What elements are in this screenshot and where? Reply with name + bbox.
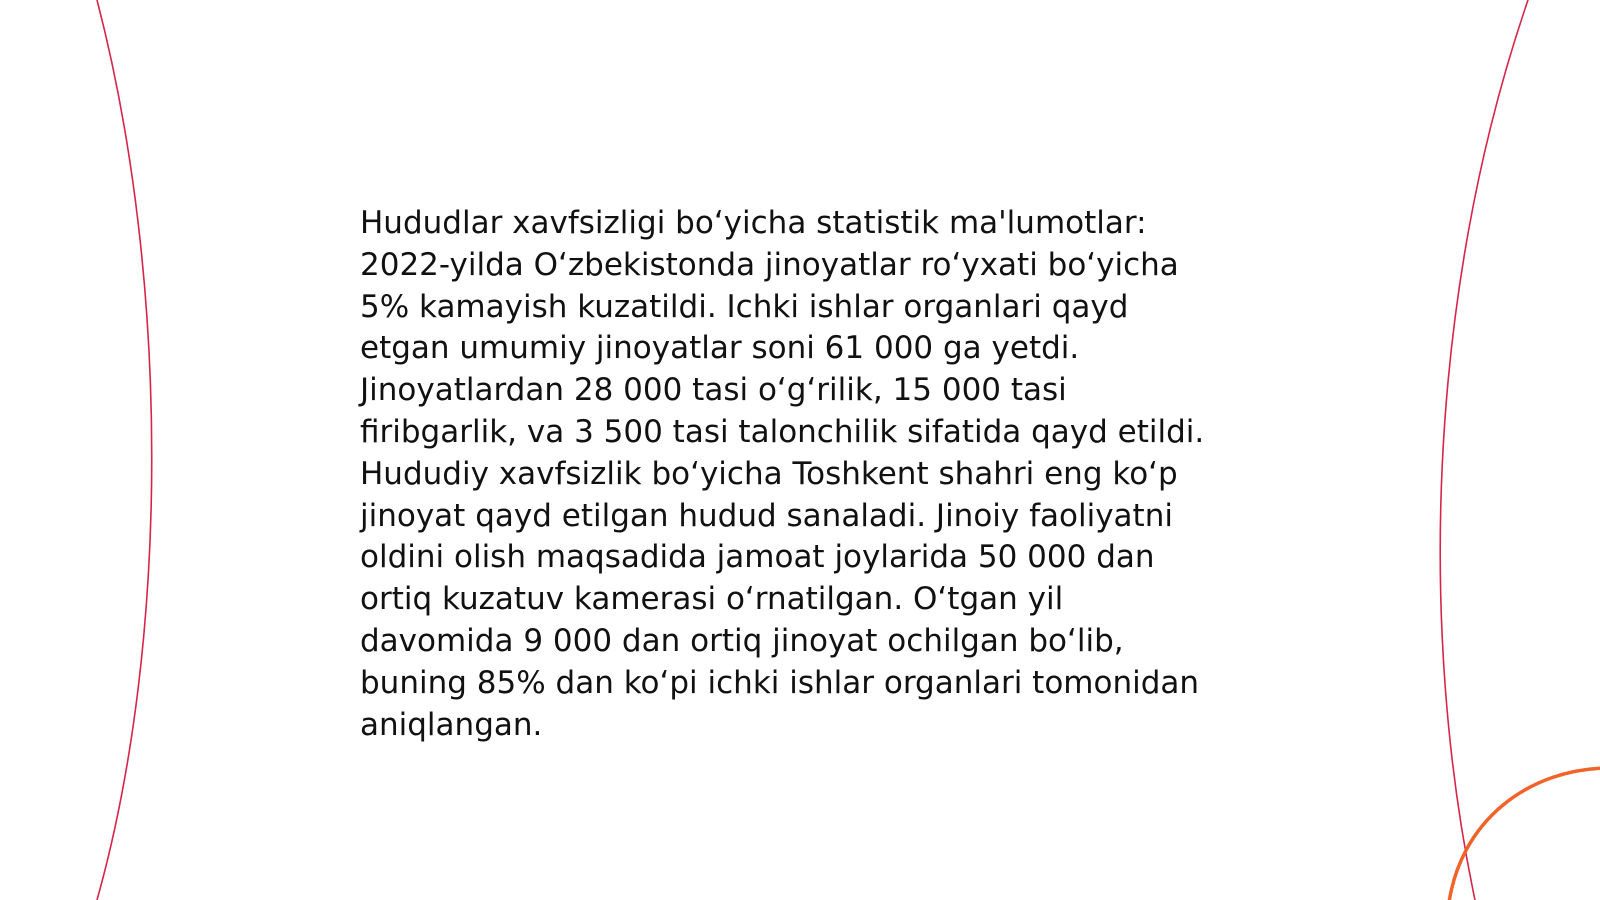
right-decorative-curve	[1440, 0, 1528, 900]
left-decorative-curve	[97, 0, 152, 900]
slide-body-text: Hududlar xavfsizligi bo‘yicha statistik ma'lumotlar: 2022-yilda O‘zbekistonda jinoyatlar ro‘yxati bo‘yicha 5% kamayish kuzatildi. Ichki ishlar organlari qayd etgan umumiy jinoyatlar soni 61 000 ga yetdi. Jinoyatlardan 28 000 tasi o‘g‘rilik, 15 000 tasi firibgarlik, va 3 500 tasi talonchilik sifatida qayd etildi. Hududiy xavfsizlik bo‘yicha Toshkent shahri eng ko‘p jinoyat qayd etilgan hudud sanaladi. Jinoiy faoliyatni oldini olish maqsadida jamoat joylarida 50 000 dan ortiq kuzatuv kamerasi o‘rnatilgan. O‘tgan yil davomida 9 000 dan ortiq jinoyat ochilgan bo‘lib, buning 85% dan ko‘pi ichki ishlar organlari tomonidan aniqlangan.	[360, 205, 1205, 743]
